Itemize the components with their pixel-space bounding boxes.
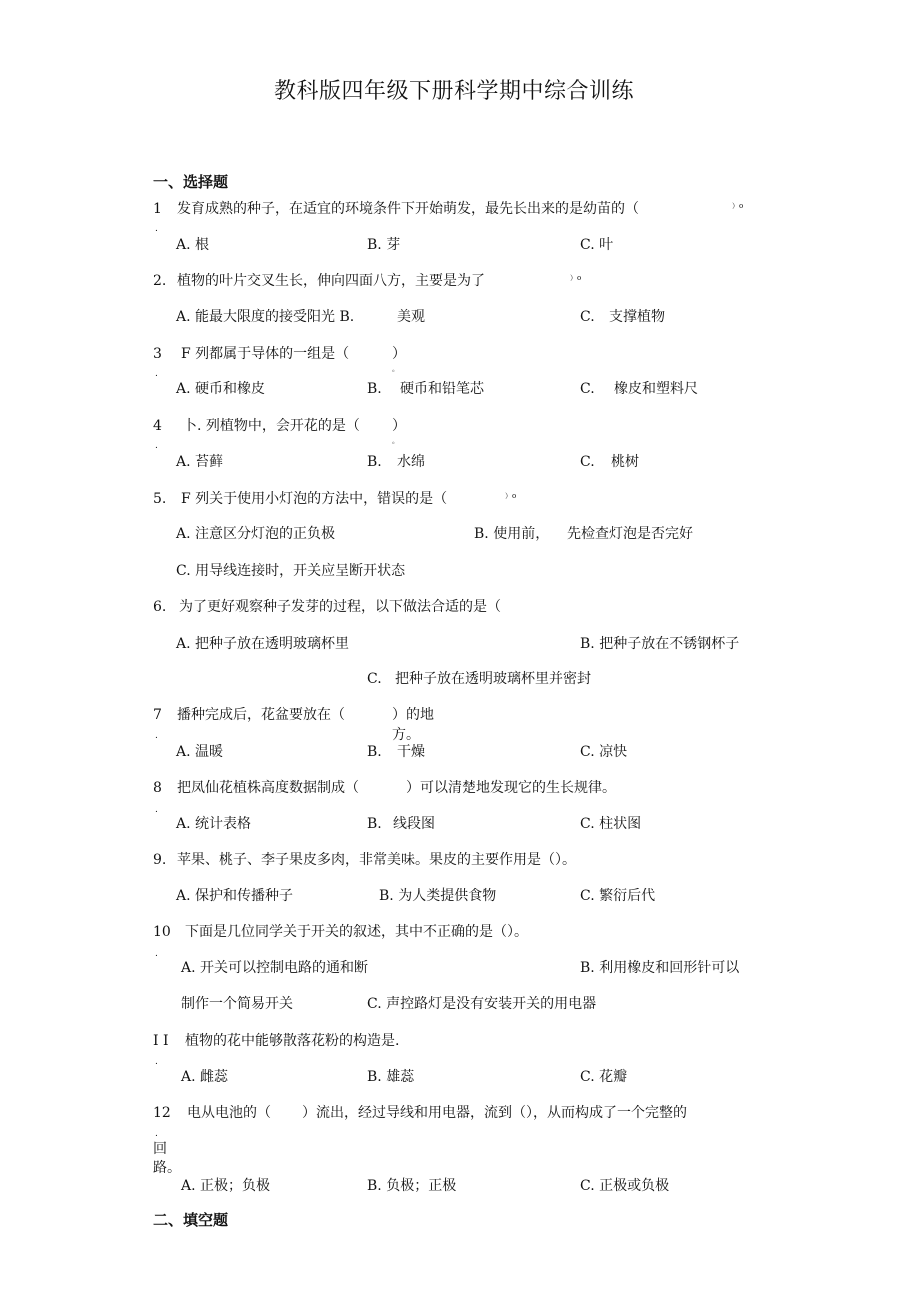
option-c: C. 正极或负极 xyxy=(580,1178,670,1194)
question-number: 10 xyxy=(153,924,171,940)
option-a: A. 能最大限度的接受阳光 B. xyxy=(176,309,355,325)
option-c: C. 柱状图 xyxy=(580,816,642,832)
option-b-letter: B. xyxy=(367,454,382,470)
option-a: A. 正极；负极 xyxy=(181,1178,271,1194)
option-a: A. 把种子放在透明玻璃杯里 xyxy=(176,636,350,652)
option-b-text: 先检查灯泡是否完好 xyxy=(567,526,693,542)
option-c-text: 桃树 xyxy=(611,454,639,470)
question-text: F 列都属于导体的一组是（ xyxy=(181,346,350,362)
question-text: 为了更好观察种子发芽的过程，以下做法合适的是（ xyxy=(179,599,501,615)
option-c-text: 把种子放在透明玻璃杯里并密封 xyxy=(395,671,591,687)
question-text: 把凤仙花植株高度数据制成（ xyxy=(177,780,359,796)
question-sub: 。 xyxy=(392,437,399,445)
option-c: C. 叶 xyxy=(580,237,614,253)
option-b: B. 把种子放在不锈钢杯子 xyxy=(580,636,740,652)
question-sub: 。 xyxy=(392,365,399,373)
question-dot: . xyxy=(155,1129,158,1139)
option-b-text: 线段图 xyxy=(393,816,435,832)
question-tail: ）o xyxy=(570,274,582,282)
question-number: 3 xyxy=(153,346,162,362)
option-c: C. 声控路灯是没有安装开关的用电器 xyxy=(367,996,597,1012)
question-sub: 方。 xyxy=(392,727,420,743)
option-b: B. 为人类提供食物 xyxy=(379,888,497,904)
option-b: B. 雄蕊 xyxy=(367,1069,415,1085)
option-a: A. 温暖 xyxy=(176,744,224,760)
question-text: 电从电池的（ xyxy=(187,1105,271,1121)
question-dot: . xyxy=(155,805,158,815)
option-a: A. 保护和传播种子 xyxy=(176,888,294,904)
question-tail: ）的地 xyxy=(392,707,434,723)
question-number: 9. xyxy=(153,852,167,868)
section-heading-fill: 二、填空题 xyxy=(153,1211,229,1229)
option-b: B. 芽 xyxy=(367,237,401,253)
question-number: 5. xyxy=(153,491,167,507)
option-b: B. 使用前， xyxy=(474,526,550,542)
question-tail: ）o xyxy=(505,492,517,500)
option-a: A. 硬币和橡皮 xyxy=(176,381,266,397)
option-c-letter: C. xyxy=(580,454,595,470)
question-text: 播种完成后，花盆要放在（ xyxy=(177,707,345,723)
question-dot: . xyxy=(155,1057,158,1067)
question-number: 2. xyxy=(153,273,167,289)
question-dot: . xyxy=(155,441,158,451)
question-text: 植物的花中能够散落花粉的构造是. xyxy=(185,1033,400,1049)
question-text: F 列关于使用小灯泡的方法中，错误的是（ xyxy=(181,491,448,507)
question-number: 6. xyxy=(153,599,167,615)
option-a: A. 注意区分灯泡的正负极 xyxy=(176,526,336,542)
question-number: 7 xyxy=(153,707,162,723)
question-dot: . xyxy=(155,731,158,741)
option-c: C. 花瓣 xyxy=(580,1069,628,1085)
question-dot: . xyxy=(155,369,158,379)
question-tail: ） xyxy=(392,346,406,362)
option-c-letter: C. xyxy=(367,671,382,687)
question-sub: 回 xyxy=(153,1141,167,1157)
option-c-letter: C. xyxy=(580,309,595,325)
question-number: 12 xyxy=(153,1105,171,1121)
question-number: 1 xyxy=(153,201,162,217)
question-sub-2: 路。 xyxy=(153,1160,181,1176)
question-tail: ） xyxy=(392,418,406,434)
question-number: 4 xyxy=(153,418,162,434)
page-title: 教科版四年级下册科学期中综合训练 xyxy=(274,79,635,104)
question-number: I I xyxy=(153,1033,169,1049)
option-c-letter: C. xyxy=(580,381,595,397)
question-dot: . xyxy=(155,949,158,959)
option-b-text: 干燥 xyxy=(397,744,425,760)
option-b-text: 美观 xyxy=(397,309,425,325)
option-a: A. 苔藓 xyxy=(176,454,224,470)
option-c: C. 凉快 xyxy=(580,744,628,760)
option-a: A. 根 xyxy=(176,237,210,253)
option-c-text: 支撑植物 xyxy=(609,309,665,325)
question-text: 下面是几位同学关于开关的叙述，其中不正确的是（）。 xyxy=(185,924,528,940)
question-text: 发育成熟的种子，在适宜的环境条件下开始萌发，最先长出来的是幼苗的（ xyxy=(177,201,639,217)
option-c: C. 用导线连接时，开关应呈断开状态 xyxy=(176,563,406,579)
option-a: A. 开关可以控制电路的通和断 xyxy=(181,960,369,976)
question-text: 卜. 列植物中，会开花的是（ xyxy=(183,418,360,434)
option-b: B. 利用橡皮和回形针可以 xyxy=(580,960,740,976)
option-a: A. 雌蕊 xyxy=(181,1069,229,1085)
question-dot: . xyxy=(155,224,158,234)
option-b-letter: B. xyxy=(367,381,382,397)
option-b: B. 负极；正极 xyxy=(367,1178,457,1194)
option-b-letter: B. xyxy=(367,816,382,832)
section-heading-choice: 一、选择题 xyxy=(153,173,229,191)
question-text: 苹果、桃子、李子果皮多肉，非常美味。果皮的主要作用是（）。 xyxy=(177,852,576,868)
option-c: C. 繁衍后代 xyxy=(580,888,656,904)
question-tail: ）流出，经过导线和用电器，流到（），从而构成了一个完整的 xyxy=(302,1105,687,1121)
option-b-continued: 制作一个简易开关 xyxy=(181,996,293,1012)
question-tail: ）o xyxy=(732,202,744,210)
question-number: 8 xyxy=(153,780,162,796)
option-b-letter: B. xyxy=(367,744,382,760)
question-text: 植物的叶片交叉生长，伸向四面八方，主要是为了 xyxy=(177,273,485,289)
option-c-text: 橡皮和塑料尺 xyxy=(614,381,698,397)
option-b-text: 水绵 xyxy=(397,454,425,470)
question-tail: ）可以清楚地发现它的生长规律。 xyxy=(406,780,616,796)
option-a: A. 统计表格 xyxy=(176,816,252,832)
option-b-text: 硬币和铅笔芯 xyxy=(400,381,484,397)
